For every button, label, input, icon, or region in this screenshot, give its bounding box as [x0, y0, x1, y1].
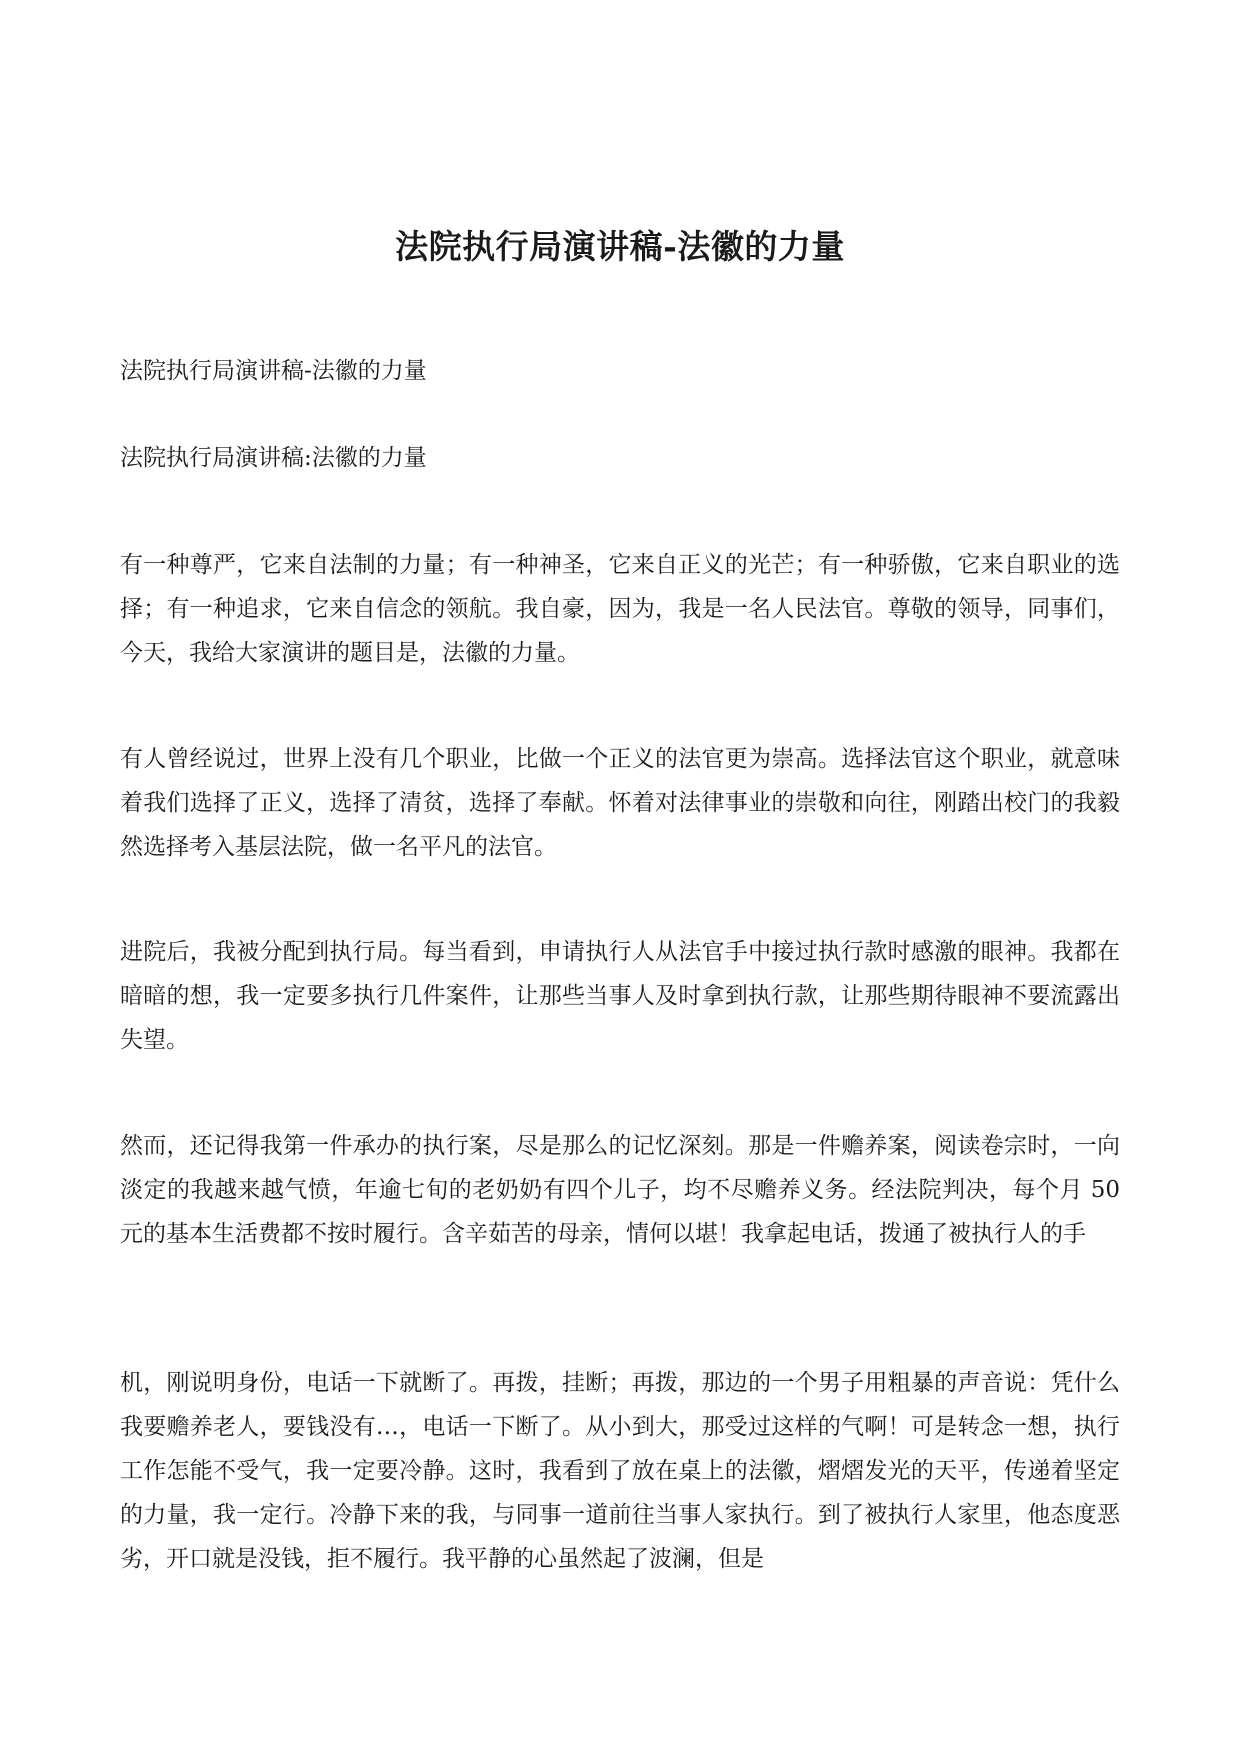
document-title: 法院执行局演讲稿-法徽的力量	[395, 227, 845, 266]
paragraph-5: 机，刚说明身份，电话一下就断了。再拨，挂断；再拨，那边的一个男子用粗暴的声音说：凭什么我要赡养老人，要钱没有…，电话一下断了。从小到大，那受过这样的气啊！可是转念一想，执行工作怎能不受气，我一定要冷静。这时，我看到了放在桌上的法徽，熠熠发光的天平，传递着坚定的力量，我一定行。冷静下来的我，与同事一道前往当事人家执行。到了被执行人家里，他态度恶劣，开口就是没钱，拒不履行。我平静的心虽然起了波澜，但是	[120, 1370, 1120, 1572]
paragraph-2: 有人曾经说过，世界上没有几个职业，比做一个正义的法官更为崇高。选择法官这个职业，就意味着我们选择了正义，选择了清贫，选择了奉献。怀着对法律事业的崇敬和向往，刚踏出校门的我毅然选择考入基层法院，做一名平凡的法官。	[120, 746, 1120, 860]
subtitle-line-2: 法院执行局演讲稿:法徽的力量	[120, 445, 427, 471]
paragraph-1: 有一种尊严，它来自法制的力量；有一种神圣，它来自正义的光芒；有一种骄傲，它来自职业的选择；有一种追求，它来自信念的领航。我自豪，因为，我是一名人民法官。尊敬的领导，同事们，今天，我给大家演讲的题目是，法徽的力量。	[120, 552, 1120, 666]
paragraph-3: 进院后，我被分配到执行局。每当看到，申请执行人从法官手中接过执行款时感激的眼神。我都在暗暗的想，我一定要多执行几件案件，让那些当事人及时拿到执行款，让那些期待眼神不要流露出失望。	[120, 939, 1120, 1053]
paragraph-4: 然而，还记得我第一件承办的执行案，尽是那么的记忆深刻。那是一件赡养案，阅读卷宗时，一向淡定的我越来越气愤，年逾七旬的老奶奶有四个儿子，均不尽赡养义务。经法院判决，每个月 50 元的基本生活费都不按时履行。含辛茹苦的母亲，情何以堪！我拿起电话，拨通了被执行人的手	[120, 1133, 1120, 1247]
subtitle-line-1: 法院执行局演讲稿-法徽的力量	[120, 358, 427, 384]
